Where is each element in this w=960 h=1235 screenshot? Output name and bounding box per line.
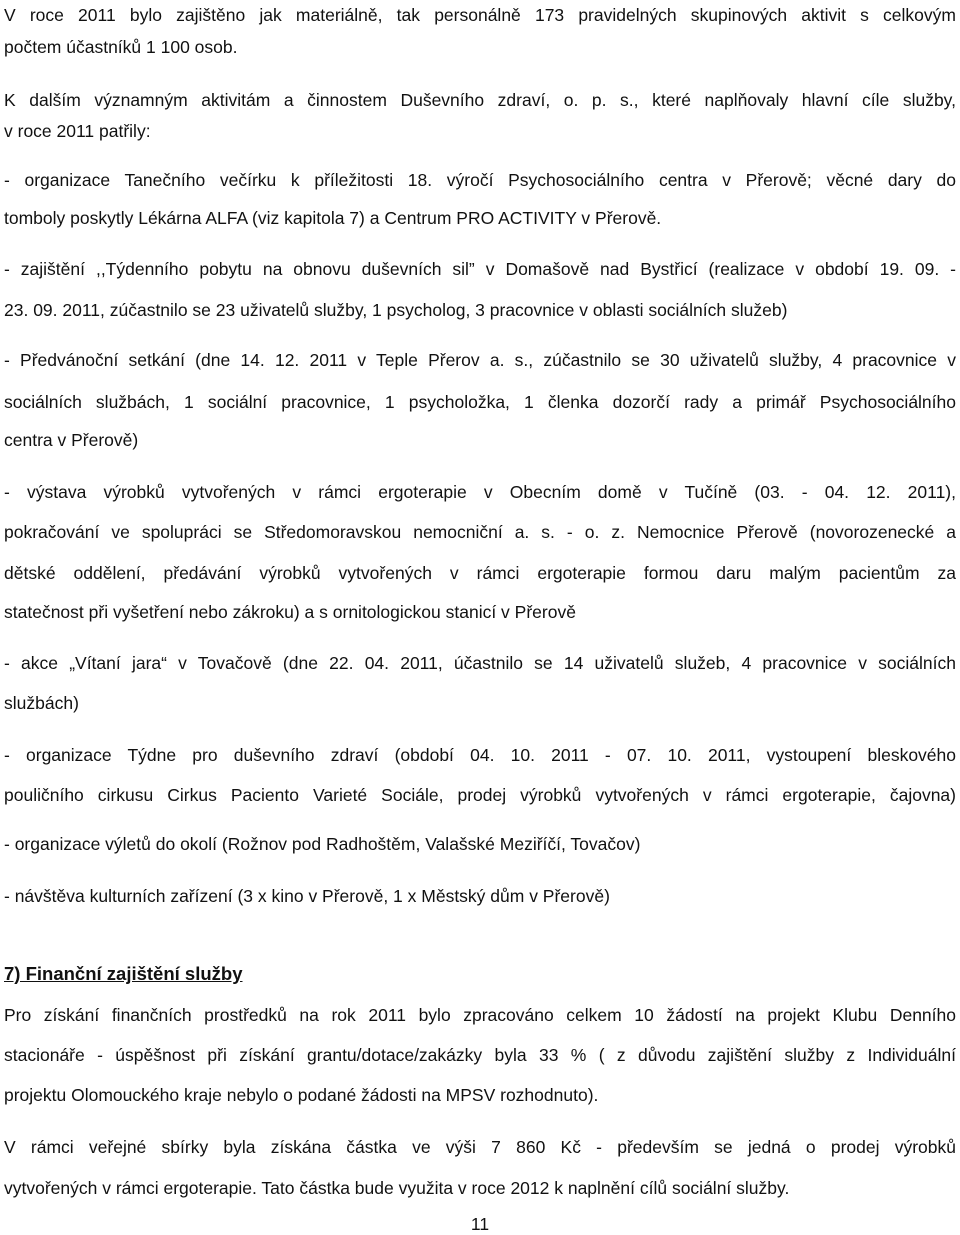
text-line: stacionáře - úspěšnost při získání grantu/dotace/zakázky byla 33 % ( z důvodu zajištění služby z Individuální: [4, 1045, 956, 1065]
text-line: - organizace Tanečního večírku k příležitosti 18. výročí Psychosociálního centra v Přerově; věcné dary do: [4, 170, 956, 190]
text-line: službách): [4, 693, 79, 713]
text-line: počtem účastníků 1 100 osob.: [4, 37, 238, 57]
text-line: vytvořených v rámci ergoterapie. Tato částka bude využita v roce 2012 k naplnění cílů sociální služby.: [4, 1178, 790, 1198]
text-line: tomboly poskytly Lékárna ALFA (viz kapitola 7) a Centrum PRO ACTIVITY v Přerově.: [4, 208, 662, 228]
text-line: V rámci veřejné sbírky byla získána částka ve výši 7 860 Kč - především se jedná o prodej výrobků: [4, 1137, 956, 1157]
text-line: projektu Olomouckého kraje nebylo o podané žádosti na MPSV rozhodnuto).: [4, 1085, 599, 1105]
text-line: Pro získání finančních prostředků na rok 2011 bylo zpracováno celkem 10 žádostí na projekt Klubu Denního: [4, 1005, 956, 1025]
text-line: - akce „Vítaní jara“ v Tovačově (dne 22. 04. 2011, účastnilo se 14 uživatelů služeb, 4 pracovnice v sociálních: [4, 653, 956, 673]
text-line: statečnost při vyšetření nebo zákroku) a s ornitologickou stanicí v Přerově: [4, 602, 576, 622]
text-line: pokračování ve spolupráci se Středomoravskou nemocniční a. s. - o. z. Nemocnice Přerově (novorozenecké a: [4, 522, 956, 542]
text-line: centra v Přerově): [4, 430, 139, 450]
text-line: v roce 2011 patřily:: [4, 121, 151, 141]
text-line: sociálních službách, 1 sociální pracovnice, 1 psycholožka, 1 členka dozorčí rady a primář Psychosociálního: [4, 392, 956, 412]
text-line: K dalším významným aktivitám a činnostem Duševního zdraví, o. p. s., které naplňovaly hlavní cíle služby,: [4, 90, 956, 110]
text-line: - návštěva kulturních zařízení (3 x kino v Přerově, 1 x Městský dům v Přerově): [4, 886, 610, 906]
text-line: dětské oddělení, předávání výrobků vytvořených v rámci ergoterapie formou daru malým pacientům za: [4, 563, 956, 583]
text-line: - zajištění ,,Týdenního pobytu na obnovu duševních sil” v Domašově nad Bystřicí (realizace v období 19. 09. -: [4, 259, 956, 279]
text-line: - Předvánoční setkání (dne 14. 12. 2011 v Teple Přerov a. s., zúčastnilo se 30 uživatelů služby, 4 pracovnice v: [4, 350, 956, 370]
section-heading: 7) Finanční zajištění služby: [4, 963, 243, 984]
text-line: - organizace Týdne pro duševního zdraví (období 04. 10. 2011 - 07. 10. 2011, vystoupení bleskového: [4, 745, 956, 765]
page-number: 11: [470, 1214, 490, 1234]
text-line: 23. 09. 2011, zúčastnilo se 23 uživatelů služby, 1 psycholog, 3 pracovnice v oblasti sociálních služeb): [4, 300, 788, 320]
text-line: pouličního cirkusu Cirkus Paciento Varieté Sociále, prodej výrobků vytvořených v rámci ergoterapie, čajovna): [4, 785, 956, 805]
text-line: - výstava výrobků vytvořených v rámci ergoterapie v Obecním domě v Tučíně (03. - 04. 12. 2011),: [4, 482, 956, 502]
text-line: V roce 2011 bylo zajištěno jak materiálně, tak personálně 173 pravidelných skupinových aktivit s celkovým: [4, 5, 956, 25]
text-line: - organizace výletů do okolí (Rožnov pod Radhoštěm, Valašské Meziříčí, Tovačov): [4, 834, 641, 854]
